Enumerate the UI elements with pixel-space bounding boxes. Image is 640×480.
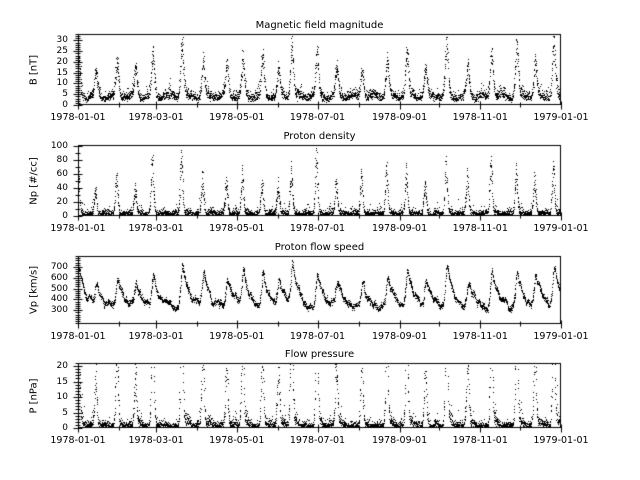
y-tick-label: 80	[56, 155, 68, 166]
x-tick-label: 1979-01-01	[533, 331, 589, 342]
panel-title: Magnetic field magnitude	[255, 20, 384, 31]
y-axis-label: Vp [km/s]	[28, 265, 40, 315]
y-tick-label: 10	[56, 392, 68, 403]
y-tick-label: 100	[50, 141, 68, 152]
x-tick-label: 1978-11-01	[452, 435, 508, 446]
x-tick-label: 1978-01-01	[50, 223, 106, 234]
y-tick-label: 30	[56, 35, 68, 46]
y-tick-label: 25	[56, 46, 68, 57]
y-axis-label: B [nT]	[28, 54, 40, 85]
x-tick-label: 1978-05-01	[209, 435, 265, 446]
x-tick-label: 1978-09-01	[371, 435, 428, 446]
y-tick-label: 0	[62, 423, 68, 433]
x-tick-label: 1978-11-01	[452, 223, 508, 234]
y-tick-label: 5	[62, 89, 68, 100]
y-tick-label: 10	[56, 78, 68, 89]
y-tick-label: 5	[62, 407, 68, 418]
x-tick-label: 1979-01-01	[533, 223, 589, 234]
x-tick-label: 1978-09-01	[371, 331, 428, 342]
y-tick-label: 0	[62, 211, 68, 221]
x-tick-label: 1979-01-01	[533, 112, 589, 123]
x-tick-label: 1978-03-01	[128, 112, 184, 123]
y-tick-label: 60	[56, 169, 68, 180]
x-tick-label: 1978-03-01	[128, 435, 184, 446]
y-tick-label: 15	[56, 376, 68, 387]
x-tick-label: 1978-09-01	[371, 112, 428, 123]
y-tick-label: 300	[50, 305, 68, 316]
panel-title: Proton density	[283, 131, 356, 142]
y-axis-label: P [nPa]	[28, 377, 40, 414]
y-tick-label: 40	[56, 183, 68, 194]
y-tick-label: 500	[50, 283, 68, 294]
panel-title: Proton flow speed	[274, 242, 365, 253]
x-tick-label: 1978-11-01	[452, 112, 508, 123]
x-tick-label: 1978-11-01	[452, 331, 508, 342]
x-tick-label: 1978-01-01	[50, 331, 106, 342]
y-tick-label: 600	[50, 272, 68, 283]
y-tick-label: 700	[50, 261, 68, 272]
x-tick-label: 1978-07-01	[289, 112, 346, 123]
x-tick-label: 1978-05-01	[209, 331, 265, 342]
x-tick-label: 1978-05-01	[209, 223, 265, 234]
y-tick-label: 400	[50, 294, 68, 305]
x-tick-label: 1978-07-01	[289, 435, 346, 446]
panel-title: Flow pressure	[284, 349, 355, 360]
x-tick-label: 1978-01-01	[50, 112, 106, 123]
x-tick-label: 1978-03-01	[128, 331, 184, 342]
y-tick-label: 0	[62, 100, 68, 110]
y-axis-label: Np [#/cc]	[28, 156, 40, 205]
x-tick-label: 1978-03-01	[128, 223, 184, 234]
x-tick-label: 1978-07-01	[289, 331, 346, 342]
y-tick-label: 20	[56, 197, 68, 208]
x-tick-label: 1978-05-01	[209, 112, 265, 123]
x-tick-label: 1979-01-01	[533, 435, 589, 446]
x-tick-label: 1978-07-01	[289, 223, 346, 234]
y-tick-label: 20	[56, 56, 68, 67]
y-tick-label: 15	[56, 67, 68, 78]
y-tick-label: 20	[56, 361, 68, 372]
x-tick-label: 1978-09-01	[371, 223, 428, 234]
x-tick-label: 1978-01-01	[50, 435, 106, 446]
